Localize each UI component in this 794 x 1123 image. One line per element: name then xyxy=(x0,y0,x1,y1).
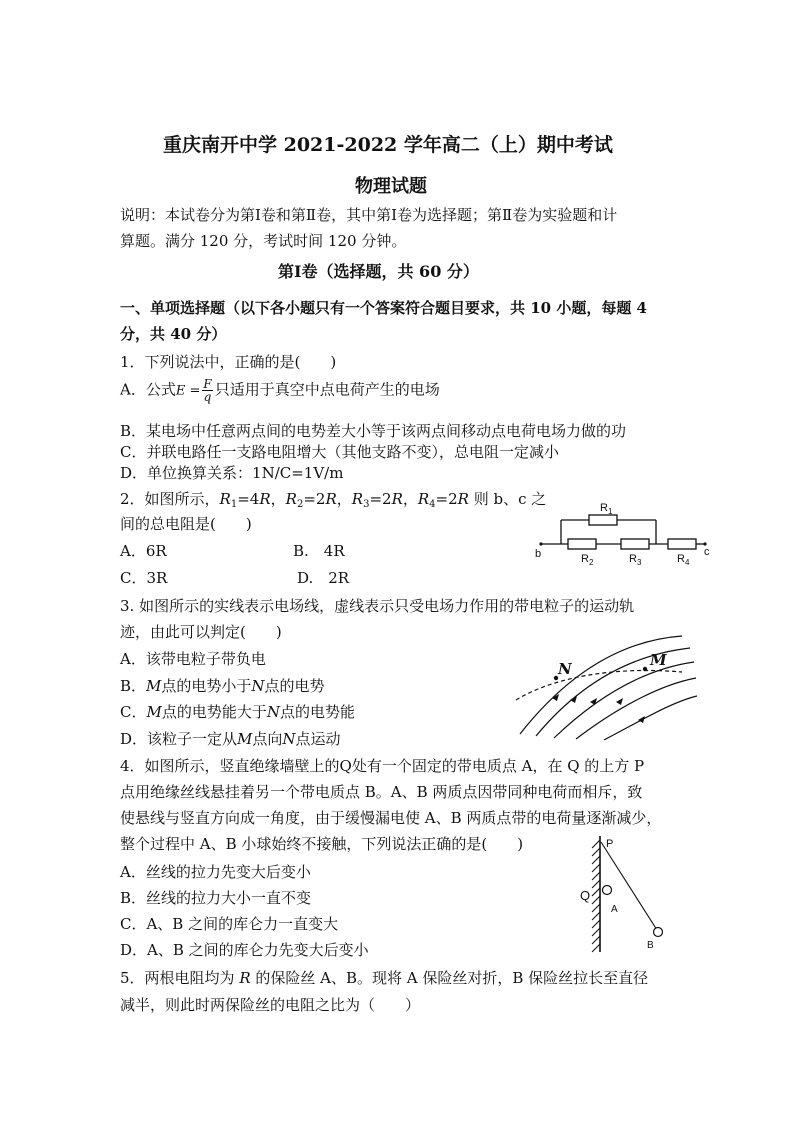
q4-option-a: A．丝线的拉力先变大后变小 xyxy=(120,863,311,881)
q1-a-denominator: q xyxy=(203,390,212,404)
q1-option-b: B．某电场中任意两点间的电势差大小等于该两点间移动点电荷电场力做的功 xyxy=(120,422,627,440)
section-heading-line-1: 一、单项选择题（以下各小题只有一个答案符合题目要求，共 10 小题，每题 4 xyxy=(120,299,647,317)
q2-fig-r2-label: $R_2$ xyxy=(581,553,594,567)
q4-stem-line-4: 整个过程中 A、B 小球始终不接触，下列说法正确的是( ) xyxy=(120,835,524,853)
q5-stem-line-1: 5．两根电阻均为 R 的保险丝 A、B。现将 A 保险丝对折，B 保险丝拉长至直径 xyxy=(120,969,649,987)
q3-stem-line-2: 迹，由此可以判定( ) xyxy=(120,623,282,641)
q1-option-a xyxy=(120,378,440,403)
q2-r1-val: =4 xyxy=(237,490,260,508)
q2-r1: R xyxy=(219,490,231,508)
q4-fig-label-q: Q xyxy=(580,888,591,903)
q1-a-formula-lhs: E = xyxy=(175,383,201,399)
q2-option-a: A．6R xyxy=(120,542,167,560)
q4-option-d: D．A、B 之间的库仑力先变大后变小 xyxy=(120,941,369,959)
q2-option-c: C．3R xyxy=(120,569,168,587)
q3-option-b: B．M点的电势小于N点的电势 xyxy=(120,677,325,695)
q2-r2-val: =2 xyxy=(303,490,326,508)
q2-r3-val: =2 xyxy=(369,490,392,508)
q4-fig-label-p: P xyxy=(606,838,614,850)
section-heading-line-2: 分，共 40 分） xyxy=(120,325,227,343)
q1-option-d: D．单位换算关系：1N/C=1V/m xyxy=(120,464,344,482)
q2-r4-sub: 4 xyxy=(429,499,436,510)
subject-title: 物理试题 xyxy=(355,176,427,197)
q2-stem-line-2: 间的总电阻是( ) xyxy=(120,515,252,533)
q2-r2-unit: R xyxy=(325,490,337,508)
q2-fig-terminal-b: b xyxy=(535,548,542,560)
q2-stem-line-1: 2．如图所示，$R_1=4R$，$R_2=2R$，$R_3=2R$，$R_4=2R$ 则 b、c 之 xyxy=(120,490,547,510)
q5-stem-line-2: 减半，则此时两保险丝的电阻之比为（ ） xyxy=(120,996,421,1014)
q2-stem-suffix: 则 b、c 之 xyxy=(468,490,547,508)
q2-fig-terminal-c: c xyxy=(704,546,710,558)
q2-r3: R xyxy=(351,490,364,508)
q2-fig-r3-label: $R_3$ xyxy=(629,553,642,567)
q2-option-b: B. 4R xyxy=(293,542,345,560)
q2-r3-unit: R xyxy=(391,490,403,508)
q4-stem-line-2: 点用绝缘丝线悬挂着另一个带电质点 B。A、B 两质点因带同种电荷而相斥，致 xyxy=(120,783,643,801)
q4-fig-label-a: A xyxy=(611,904,618,915)
q2-circuit-diagram xyxy=(533,493,713,573)
q4-stem-line-3: 使悬线与竖直方向成一角度，由于缓慢漏电使 A、B 两质点带的电荷量逐渐减少， xyxy=(120,809,662,827)
q2-r4-unit: R xyxy=(457,490,469,508)
q2-r2: R xyxy=(285,490,297,508)
q2-option-d: D. 2R xyxy=(297,569,350,587)
intro-line-1: 说明：本试卷分为第Ⅰ卷和第Ⅱ卷，其中第Ⅰ卷为选择题；第Ⅱ卷为实验题和计 xyxy=(120,206,618,224)
q2-r1-sub: 1 xyxy=(230,499,238,510)
q1-a-numerator: F xyxy=(203,377,212,391)
q4-wall-pendulum-diagram xyxy=(576,834,668,958)
q2-r4-val: =2 xyxy=(435,490,458,508)
q1-a-fraction xyxy=(202,378,212,403)
q1-a-suffix: 只适用于真空中点电荷产生的电场 xyxy=(214,380,440,399)
q3-option-d: D．该粒子一定从M点向N点运动 xyxy=(120,730,341,748)
q4-option-b: B．丝线的拉力大小一直不变 xyxy=(120,889,312,907)
q2-r2-sub: 2 xyxy=(296,499,304,510)
q4-stem-line-1: 4．如图所示，竖直绝缘墙壁上的Q处有一个固定的带电质点 A，在 Q 的上方 P xyxy=(120,757,645,775)
q3-fig-point-m: M xyxy=(650,651,667,669)
q3-option-a: A．该带电粒子带负电 xyxy=(120,650,266,668)
q2-r4: R xyxy=(417,490,430,508)
q1-stem: 1．下列说法中，正确的是( ) xyxy=(120,353,337,371)
q1-a-prefix: A．公式 xyxy=(120,380,176,399)
q4-option-c: C．A、B 之间的库仑力一直变大 xyxy=(120,915,339,933)
intro-line-2: 算题。满分 120 分，考试时间 120 分钟。 xyxy=(120,232,407,250)
q3-fig-point-n: N xyxy=(558,660,572,678)
q4-fig-label-b: B xyxy=(647,940,654,951)
q2-r1-unit: R xyxy=(259,490,271,508)
q2-r3-sub: 3 xyxy=(363,499,370,510)
q3-option-c: C．M点的电势能大于N点的电势能 xyxy=(120,703,355,721)
q1-option-c: C．并联电路任一支路电阻增大（其他支路不变），总电阻一定减小 xyxy=(120,443,559,461)
q2-fig-r4-label: $R_4$ xyxy=(677,553,690,567)
volume-title: 第Ⅰ卷（选择题，共 60 分） xyxy=(278,262,479,281)
q2-stem-prefix: 2．如图所示， xyxy=(120,490,220,508)
q3-stem-line-1: 3. 如图所示的实线表示电场线，虚线表示只受电场力作用的带电粒子的运动轨 xyxy=(120,597,635,615)
exam-title: 重庆南开中学 2021-2022 学年高二（上）期中考试 xyxy=(163,134,613,156)
q3-field-lines-diagram xyxy=(512,628,698,740)
q2-fig-r1-label: $R_1$ xyxy=(600,502,613,516)
